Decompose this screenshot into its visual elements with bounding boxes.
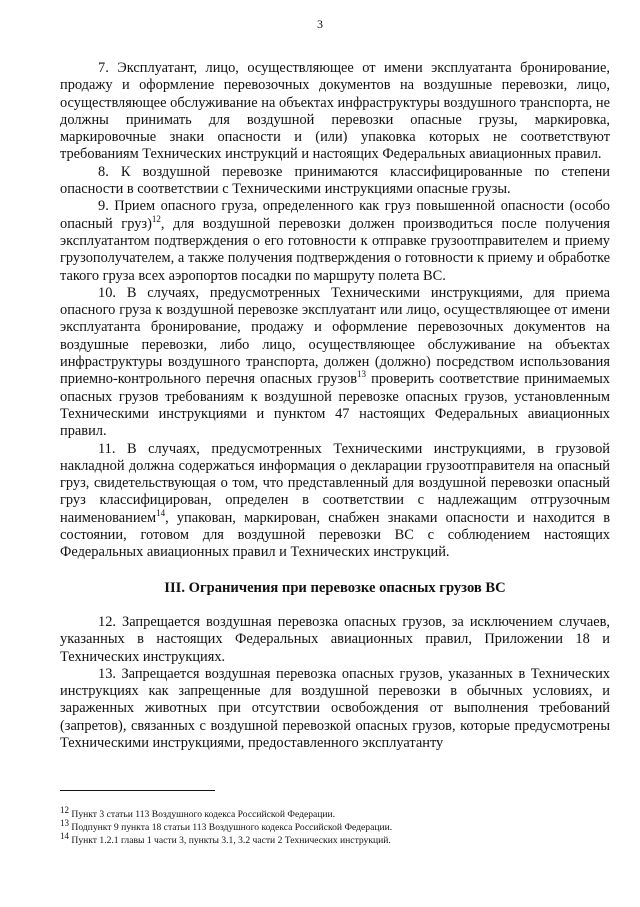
paragraph-13: 13. Запрещается воздушная перевозка опасных грузов, указанных в Технических инструкциях как запрещенные для воздушной перевозки в обычных условиях, и зараженных животных при отсутствии освобождения от выполнения требований (запретов), связанных с воздушной перевозкой опасных грузов, которые предусмотрены Техническими инструкциями, предоставленного эксплуатанту [60, 665, 610, 751]
footnote-text: Подпункт 9 пункта 18 статьи 113 Воздушного кодекса Российской Федерации. [71, 822, 393, 834]
footnote-separator [60, 790, 215, 791]
paragraph-10-text-cont: проверить соответствие принимаемых опасных грузов требованиям к воздушной перевозке опасных грузов, установленным Техническими инструкциями и пунктом 47 настоящих Федеральных авиационных правил. [60, 371, 610, 440]
paragraph-9-text: 9. Прием опасного груза, определенного как груз повышенной опасности (особо опасный груз) [60, 198, 610, 232]
paragraph-12: 12. Запрещается воздушная перевозка опасных грузов, за исключением случаев, указанных в настоящих Федеральных авиационных правил, Приложении 18 и Технических инструкциях. [60, 613, 610, 665]
paragraph-11-text: 11. В случаях, предусмотренных Техническими инструкциями, в грузовой накладной должна содержаться информация о декларации грузоотправителя на опасный груз, свидетельствующая о том, что представленный для воздушной перевозки опасный груз классифицирован, определен в соответствии с надлежащим отгрузочным наименованием [60, 440, 610, 526]
footnote-14 [60, 831, 610, 847]
page-number: 3 [317, 17, 323, 31]
footnote-ref-12: 12 [151, 213, 161, 224]
paragraph-11 [60, 441, 610, 562]
footnote-number: 14 [60, 831, 69, 842]
body-text [60, 60, 610, 752]
paragraph-11-text-cont: , упакован, маркирован, снабжен знаками опасности и находится в состоянии, готовом для воздушной перевозки ВС с соблюдением настоящих Федеральных авиационных правил и Технических инструкций. [60, 509, 610, 561]
footnotes [60, 804, 610, 848]
footnote-12 [60, 804, 610, 821]
footnote-number: 13 [60, 818, 69, 829]
footnote-ref-13: 13 [357, 369, 367, 380]
paragraph-7: 7. Эксплуатант, лицо, осуществляющее от имени эксплуатанта бронирование, продажу и оформление перевозочных документов на воздушные перевозки, лицо, осуществляющее обслуживание на объектах инфраструктуры воздушного транспорта, не должны принимать для воздушной перевозки опасные грузы, маркировка, маркировочные знаки опасности и (или) упаковка которых не соответствуют требованиям Технических инструкций и настоящих Федеральных авиационных правил. [60, 60, 610, 163]
section-heading: III. Ограничения при перевозке опасных грузов ВС [164, 579, 506, 596]
paragraph-10-text: 10. В случаях, предусмотренных Техническими инструкциями, для приема опасного груза к воздушной перевозке эксплуатант или лицо, осуществляющее от имени эксплуатанта бронирование, продажу и оформление перевозочных документов на воздушные перевозки, либо лицо, осуществляющее обслуживание на объектах инфраструктуры воздушного транспорта, должен (должно) посредством использования приемно-контрольного перечня опасных грузов [60, 284, 610, 388]
paragraph-9-text-cont: , для воздушной перевозки должен производиться после получения эксплуатантом подтверждения о его готовности к отправке грузоотправителем и приему грузополучателем, а также получения подтверждения о готовности к приему и обработке такого груза всех аэропортов посадки по маршруту полета ВС. [60, 215, 611, 284]
paragraph-9 [60, 198, 610, 284]
footnote-text: Пункт 1.2.1 главы 1 части 3, пункты 3.1, 3.2 части 2 Технических инструкций. [71, 835, 391, 847]
paragraph-8: 8. К воздушной перевозке принимаются классифицированные по степени опасности в соответствии с Техническими инструкциями опасные грузы. [60, 163, 610, 198]
footnote-text: Пункт 3 статьи 113 Воздушного кодекса Российской Федерации. [71, 809, 336, 820]
footnote-ref-14: 14 [156, 507, 166, 518]
footnote-13 [60, 818, 610, 834]
paragraph-10 [60, 285, 610, 441]
footnote-number: 12 [60, 804, 69, 815]
